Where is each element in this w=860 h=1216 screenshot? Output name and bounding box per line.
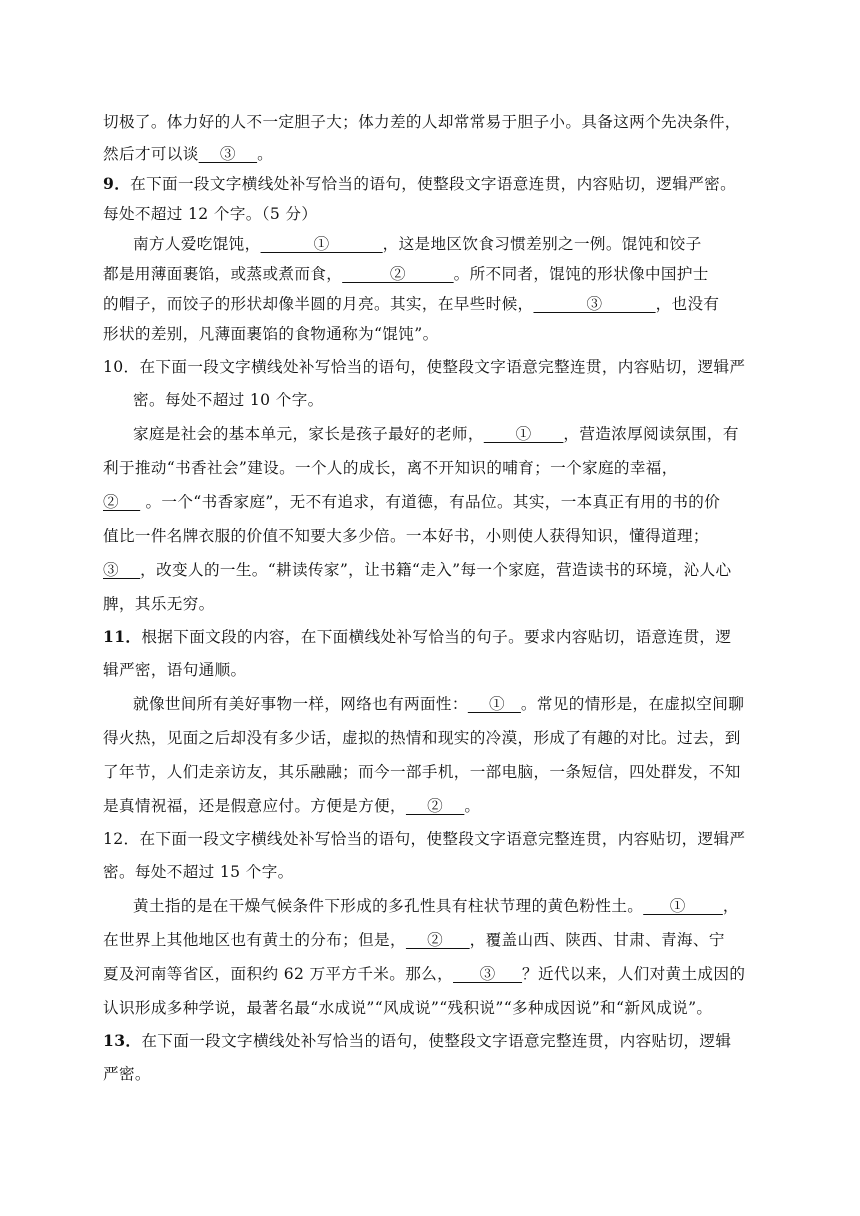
- text-line: 值比一件名牌衣服的价值不知要大多少倍。一本好书，小则使人获得知识，懂得道理；: [103, 527, 709, 545]
- text-line: 在世界上其他地区也有黄土的分布；但是， ② ，覆盖山西、陕西、甘肃、青海、宁: [103, 931, 725, 949]
- blank-1[interactable]: ①: [260, 235, 383, 253]
- blank-2[interactable]: ②: [405, 797, 465, 815]
- blank-1[interactable]: ①: [483, 425, 564, 443]
- question-12-line: 12．在下面一段文字横线处补写恰当的语句，使整段文字语意完整连贯，内容贴切，逻辑严: [103, 830, 746, 848]
- text-line: ② 。一个“书香家庭”，无不有追求，有道德，有品位。其实，一本真正有用的书的价: [103, 493, 721, 511]
- text-line: 就像世间所有美好事物一样，网络也有两面性： ① 。常见的情形是，在虚拟空间聊: [133, 695, 745, 713]
- question-10-line: 10．在下面一段文字横线处补写恰当的语句，使整段文字语意完整连贯，内容贴切，逻辑严: [103, 358, 746, 376]
- text-line: 是真情祝福，还是假意应付。方便是方便， ② 。: [103, 797, 481, 815]
- blank-3[interactable]: ③: [198, 145, 258, 163]
- text-line: 的帽子，而饺子的形状却像半圆的月亮。其实，在早些时候， ③ ，也没有: [103, 295, 720, 313]
- text-line: 认识形成多种学说，最著名最“水成说”“风成说”“残积说”“多种成因说”和“新风成说”。: [103, 999, 713, 1017]
- blank-3[interactable]: ③: [533, 295, 656, 313]
- text-line: 家庭是社会的基本单元，家长是孩子最好的老师， ① ，营造浓厚阅读氛围，有: [133, 425, 739, 443]
- text-line: 利于推动“书香社会”建设。一个人的成长，离不开知识的哺育；一个家庭的幸福，: [103, 459, 678, 477]
- text-line: 黄土指的是在干燥气候条件下形成的多孔性具有柱状节理的黄色粉性土。 ① ，: [133, 897, 739, 915]
- text-line: 形状的差别，凡薄面裹馅的食物通称为“馄饨”。: [103, 325, 439, 343]
- text-line: 密。每处不超过 15 个字。: [103, 863, 294, 881]
- text-line: 每处不超过 12 个字。（5 分）: [103, 205, 318, 223]
- blank-2[interactable]: ②: [103, 493, 141, 511]
- blank-1[interactable]: ①: [467, 695, 521, 713]
- text-line: ③ ，改变人的一生。“耕读传家”，让书籍“走入”每一个家庭，营造读书的环境，沁人心: [103, 561, 732, 579]
- blank-1[interactable]: ①: [643, 897, 723, 915]
- text-line: 得火热，见面之后却没有多少话，虚拟的热情和现实的冷漠，形成了有趣的对比。过去，到: [103, 729, 741, 747]
- text-line: 然后才可以谈 ③ 。: [103, 145, 274, 163]
- text-line: 了年节，人们走亲访友，其乐融融；而今一部手机，一部电脑，一条短信，四处群发，不知: [103, 763, 741, 781]
- text-line: 都是用薄面裹馅，或蒸或煮而食， ② 。所不同者，馄饨的形状像中国护士: [103, 265, 709, 283]
- blank-3[interactable]: ③: [453, 965, 523, 983]
- text-line: 脾，其乐无穷。: [103, 595, 215, 613]
- text-line: 严密。: [103, 1065, 151, 1083]
- blank-3[interactable]: ③: [103, 561, 141, 579]
- question-13-line: 13．在下面一段文字横线处补写恰当的语句，使整段文字语意完整连贯，内容贴切，逻辑: [103, 1031, 732, 1050]
- text-line: 切极了。体力好的人不一定胆子大；体力差的人却常常易于胆子小。具备这两个先决条件，: [103, 113, 741, 131]
- question-9-line: 9．在下面一段文字横线处补写恰当的语句，使整段文字语意连贯，内容贴切，逻辑严密。: [103, 174, 737, 193]
- text-line: 南方人爱吃馄饨， ① ，这是地区饮食习惯差别之一例。馄饨和饺子: [133, 235, 702, 253]
- blank-2[interactable]: ②: [405, 931, 470, 949]
- question-11-line: 11．根据下面文段的内容，在下面横线处补写恰当的句子。要求内容贴切，语意连贯，逻: [103, 627, 732, 646]
- text-line: 夏及河南等省区，面积约 62 万平方千米。那么， ③ ？近代以来，人们对黄土成因的: [103, 965, 746, 983]
- blank-2[interactable]: ②: [342, 265, 454, 283]
- text-line: 密。每处不超过 10 个字。: [133, 391, 324, 409]
- text-line: 辑严密，语句通顺。: [103, 661, 247, 679]
